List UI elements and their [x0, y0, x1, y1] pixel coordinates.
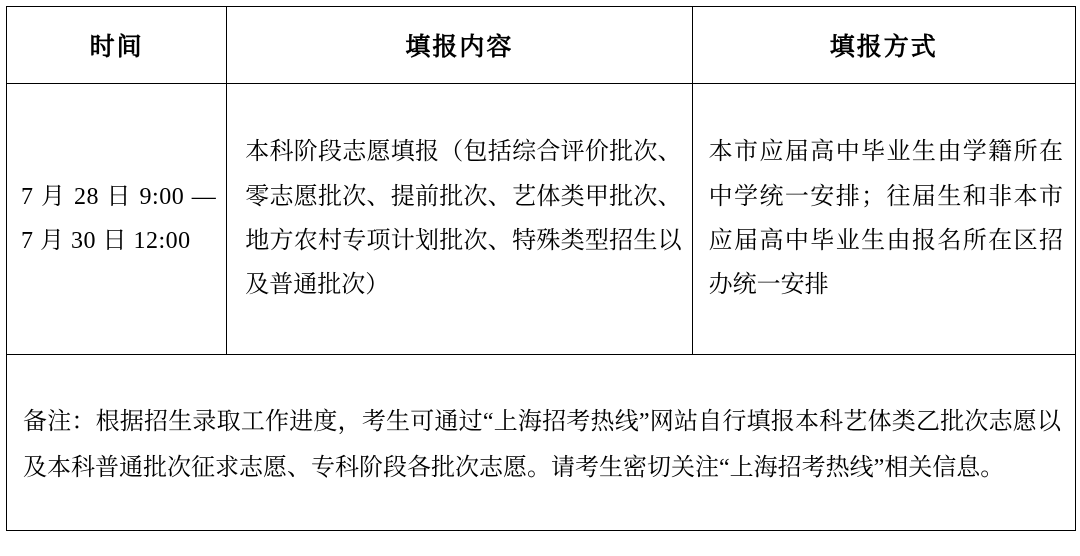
column-header-method: 填报方式 — [692, 7, 1075, 84]
column-header-time: 时间 — [7, 7, 227, 84]
document-page — [0, 6, 1080, 556]
cell-time — [7, 84, 227, 355]
column-header-content: 填报内容 — [227, 7, 692, 84]
table-header-row — [7, 7, 1076, 84]
table-row — [7, 84, 1076, 355]
cell-content — [227, 84, 692, 355]
cell-note — [7, 355, 1076, 531]
cell-time-text: 7 月 28 日 9:00 — 7 月 30 日 12:00 — [21, 183, 217, 254]
cell-method-text: 本市应届高中毕业生由学籍所在中学统一安排；往届生和非本市应届高中毕业生由报名所在区招办统一安排 — [708, 139, 1063, 299]
cell-method — [692, 84, 1075, 355]
table-note-row — [7, 355, 1076, 531]
cell-content-text: 本科阶段志愿填报（包括综合评价批次、零志愿批次、提前批次、艺体类甲批次、地方农村专项计划批次、特殊类型招生以及普通批次） — [245, 139, 682, 299]
schedule-table — [6, 6, 1076, 531]
cell-note-text: 备注：根据招生录取工作进度，考生可通过“上海招考热线”网站自行填报本科艺体类乙批次志愿以及本科普通批次征求志愿、专科阶段各批次志愿。请考生密切关注“上海招考热线”相关信息。 — [23, 408, 1061, 481]
